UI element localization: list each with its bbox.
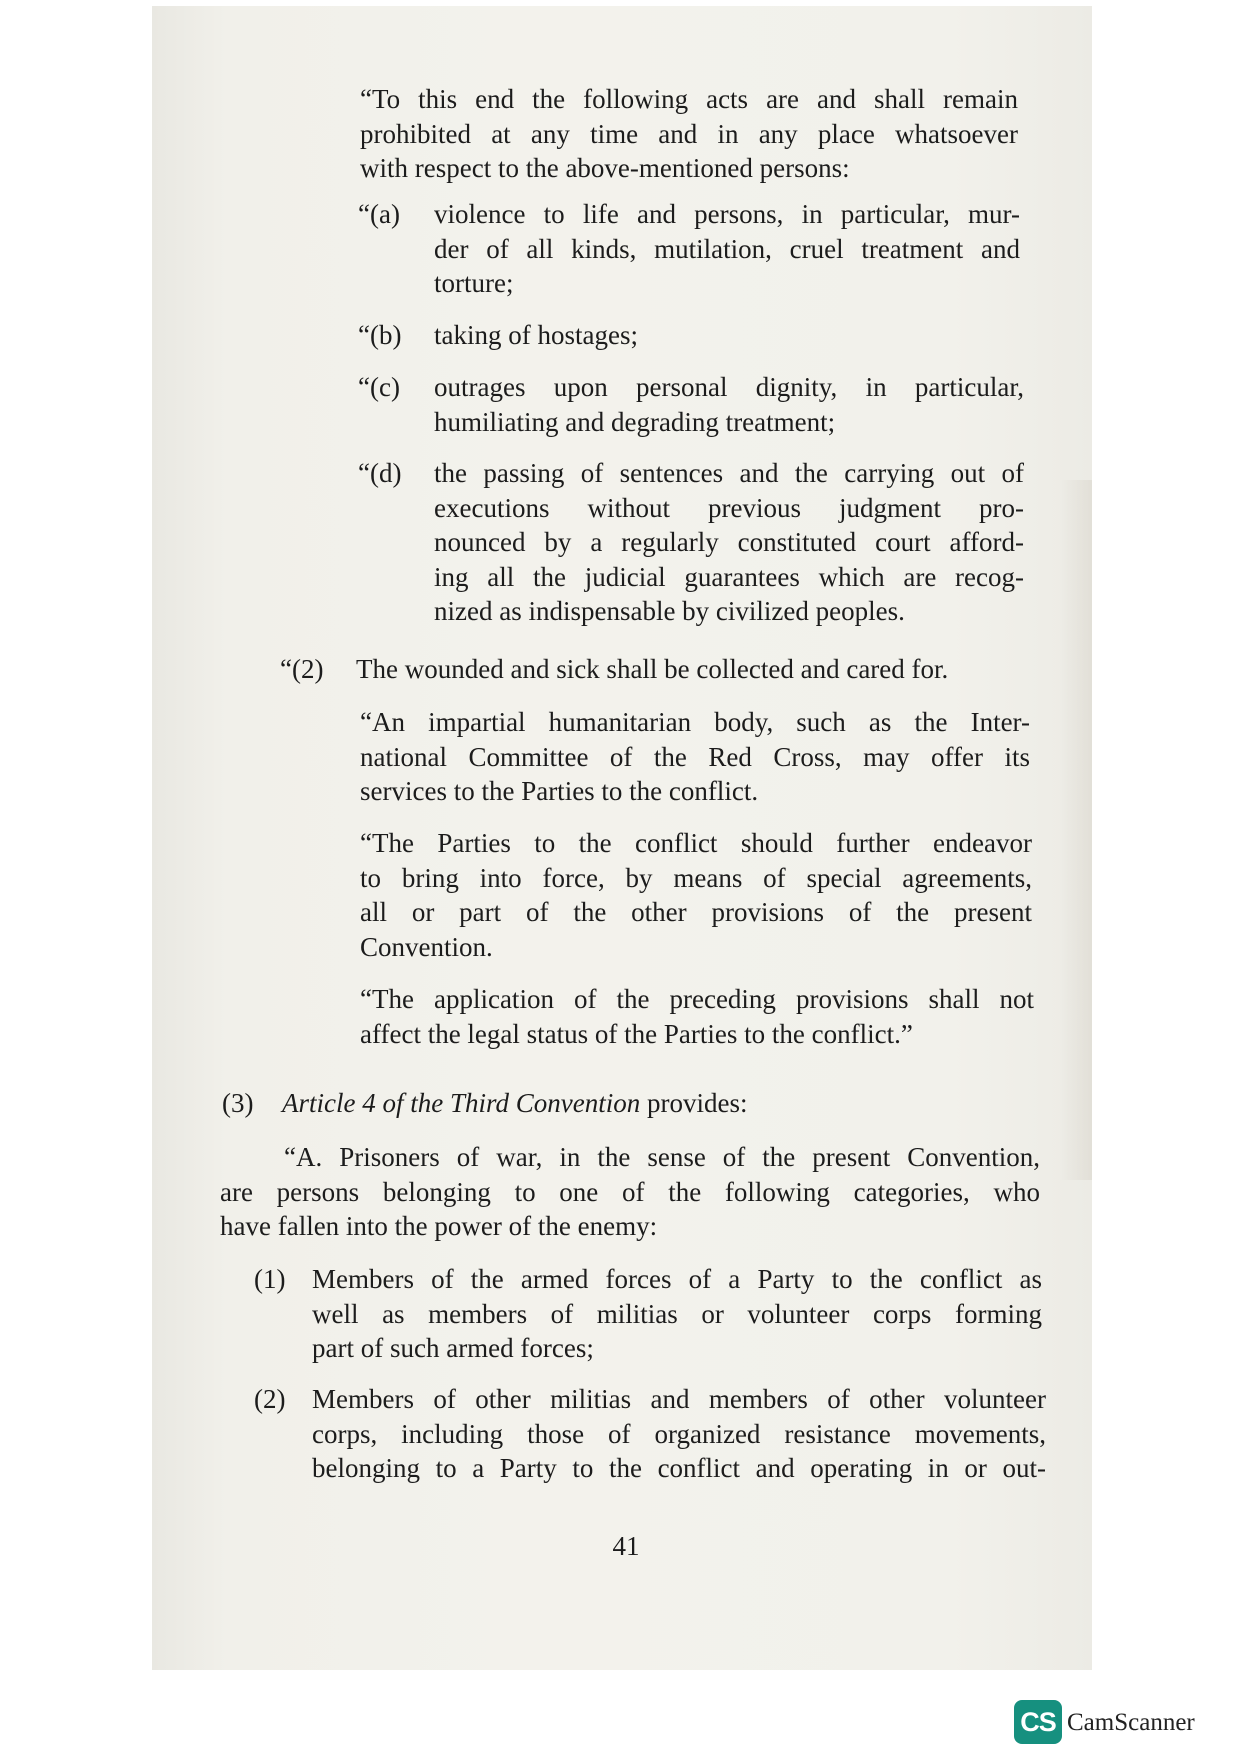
text-line: national Committee of the Red Cross, may offer its bbox=[360, 741, 1030, 772]
text-line: Convention. bbox=[360, 931, 493, 962]
text-line: corps, including those of organized resistance movements, bbox=[312, 1418, 1046, 1449]
article-4-intro-cont bbox=[220, 1175, 1040, 1244]
text-line: executions without previous judgment pro- bbox=[434, 492, 1024, 523]
section-2-label: “(2) bbox=[280, 654, 324, 684]
camscanner-logo-icon: CS bbox=[1014, 1700, 1062, 1744]
section-3-heading bbox=[282, 1086, 1042, 1121]
category-label-1: (1) bbox=[254, 1264, 286, 1294]
list-label-d: “(d) bbox=[358, 458, 402, 488]
intro-paragraph bbox=[360, 82, 1018, 186]
list-item-c bbox=[434, 370, 1024, 439]
section-3-label: (3) bbox=[222, 1088, 254, 1118]
page-edge-shadow bbox=[1060, 480, 1092, 1180]
list-label-a: “(a) bbox=[358, 199, 400, 229]
text-line: nounced by a regularly constituted court afford- bbox=[434, 527, 1024, 557]
text-line: prohibited at any time and in any place whatsoever bbox=[360, 118, 1018, 149]
text-line: nized as indispensable by civilized peoples. bbox=[434, 596, 905, 626]
text-line: Members of the armed forces of a Party to the conflict as bbox=[312, 1264, 1042, 1294]
list-item-b bbox=[434, 318, 1020, 353]
camscanner-watermark: CamScanner bbox=[1067, 1709, 1195, 1736]
text-line: are persons belonging to one of the following categories, who bbox=[220, 1176, 1040, 1207]
text-line: ing all the judicial guarantees which are recog- bbox=[434, 561, 1024, 592]
text-line: taking of hostages; bbox=[434, 320, 638, 350]
list-label-c: “(c) bbox=[358, 372, 400, 402]
article-title: Article 4 of the Third Convention bbox=[282, 1088, 641, 1118]
list-item-d bbox=[434, 456, 1024, 629]
category-label-2: (2) bbox=[254, 1384, 286, 1414]
section-2-paragraph-2 bbox=[360, 826, 1032, 964]
text-line: part of such armed forces; bbox=[312, 1333, 594, 1363]
text-line: with respect to the above-mentioned persons: bbox=[360, 153, 850, 183]
list-label-b: “(b) bbox=[358, 320, 402, 350]
text-line: “An impartial humanitarian body, such as the Inter- bbox=[360, 707, 1030, 737]
text-line: “The Parties to the conflict should further endeavor bbox=[360, 828, 1032, 858]
text-line: services to the Parties to the conflict. bbox=[360, 776, 759, 806]
text-line: humiliating and degrading treatment; bbox=[434, 406, 836, 437]
text-line: violence to life and persons, in particular, mur- bbox=[434, 199, 1020, 229]
section-2-text: The wounded and sick shall be collected and cared for. bbox=[356, 654, 949, 684]
text-line: “The application of the preceding provisions shall not bbox=[360, 984, 1034, 1014]
article-title-rest: provides: bbox=[640, 1088, 748, 1118]
text-line: Members of other militias and members of other volunteer bbox=[312, 1384, 1046, 1414]
list-item-a bbox=[434, 197, 1020, 301]
section-2-paragraph-3 bbox=[360, 982, 1034, 1051]
text-line: the passing of sentences and the carrying out of bbox=[434, 458, 1024, 488]
page-number: 41 bbox=[612, 1531, 640, 1561]
text-line: “A. Prisoners of war, in the sense of the present Convention, bbox=[284, 1142, 1040, 1172]
text-line: torture; bbox=[434, 268, 514, 298]
text-line: der of all kinds, mutilation, cruel treatment and bbox=[434, 233, 1020, 264]
category-item-2 bbox=[312, 1382, 1046, 1486]
article-4-intro bbox=[220, 1140, 1040, 1175]
text-line: have fallen into the power of the enemy: bbox=[220, 1211, 658, 1241]
text-line: to bring into force, by means of special agreements, bbox=[360, 862, 1032, 893]
text-line: belonging to a Party to the conflict and operating in or out- bbox=[312, 1453, 1046, 1483]
category-item-1 bbox=[312, 1262, 1042, 1366]
text-line: affect the legal status of the Parties to the conflict.” bbox=[360, 1018, 913, 1049]
text-line: well as members of militias or volunteer corps forming bbox=[312, 1298, 1042, 1329]
text-line: all or part of the other provisions of the present bbox=[360, 897, 1032, 927]
text-line: outrages upon personal dignity, in particular, bbox=[434, 372, 1024, 402]
text-line: “To this end the following acts are and shall remain bbox=[360, 84, 1018, 114]
section-2-paragraph-1 bbox=[360, 705, 1030, 809]
